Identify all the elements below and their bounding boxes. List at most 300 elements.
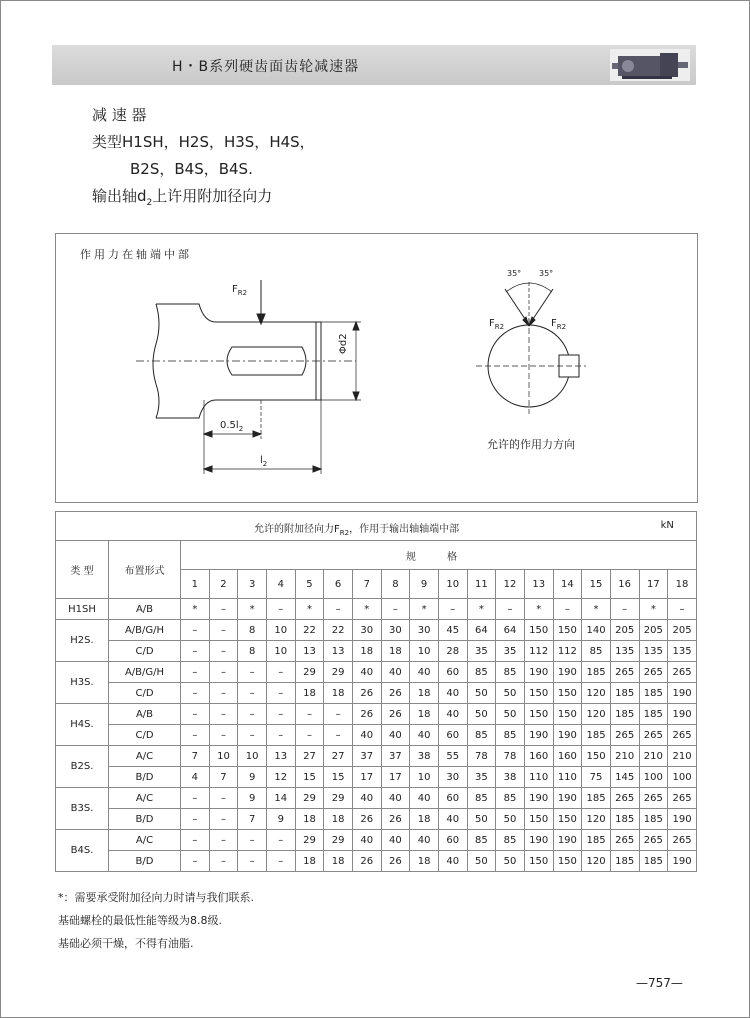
value-cell: 135 [610, 641, 639, 662]
value-cell: 150 [553, 683, 582, 704]
value-cell: 40 [352, 830, 381, 851]
value-cell: 75 [582, 767, 611, 788]
value-cell: 9 [266, 809, 295, 830]
table-row [56, 851, 697, 872]
value-cell: 50 [467, 851, 496, 872]
value-cell: 265 [639, 788, 668, 809]
value-cell: 50 [496, 851, 525, 872]
table-row [56, 599, 697, 620]
value-cell: 85 [496, 662, 525, 683]
value-cell: – [238, 662, 267, 683]
value-cell: 13 [324, 641, 353, 662]
value-cell: 37 [352, 746, 381, 767]
value-cell: 85 [467, 830, 496, 851]
value-cell: – [324, 704, 353, 725]
value-cell: 50 [467, 809, 496, 830]
value-cell: 120 [582, 683, 611, 704]
value-cell: 29 [324, 788, 353, 809]
value-cell: 18 [381, 641, 410, 662]
value-cell: 60 [438, 662, 467, 683]
value-cell: 205 [610, 620, 639, 641]
size-header-cell: 9 [410, 570, 439, 599]
arrangement-cell: C/D [109, 725, 181, 746]
value-cell: 110 [524, 767, 553, 788]
value-cell: * [410, 599, 439, 620]
value-cell: 85 [467, 788, 496, 809]
value-cell: 140 [582, 620, 611, 641]
value-cell: 185 [582, 662, 611, 683]
value-cell: 150 [524, 704, 553, 725]
value-cell: – [266, 662, 295, 683]
value-cell: 100 [639, 767, 668, 788]
force-table [55, 511, 697, 872]
arrangement-cell: A/C [109, 788, 181, 809]
table-row [56, 830, 697, 851]
value-cell: 26 [352, 704, 381, 725]
value-cell: 55 [438, 746, 467, 767]
value-cell: 26 [381, 683, 410, 704]
value-cell: 210 [610, 746, 639, 767]
value-cell: 40 [410, 788, 439, 809]
note-2: 基础螺栓的最低性能等级为8.8级. [58, 914, 222, 927]
value-cell: 40 [410, 662, 439, 683]
value-cell: 18 [324, 851, 353, 872]
value-cell: – [266, 683, 295, 704]
value-cell: 15 [295, 767, 324, 788]
value-cell: 10 [410, 641, 439, 662]
value-cell: – [238, 704, 267, 725]
value-cell: – [238, 683, 267, 704]
intro-line-2: 类型H1SH，H2S，H3S，H4S， [92, 133, 315, 151]
value-cell: 28 [438, 641, 467, 662]
value-cell: 22 [295, 620, 324, 641]
intro-line-4 [92, 183, 315, 217]
arrangement-cell: A/B/G/H [109, 620, 181, 641]
value-cell: – [295, 725, 324, 746]
value-cell: – [266, 725, 295, 746]
value-cell: 37 [381, 746, 410, 767]
value-cell: 265 [639, 725, 668, 746]
size-header-cell: 12 [496, 570, 525, 599]
value-cell: 64 [467, 620, 496, 641]
value-cell: – [181, 809, 210, 830]
value-cell: – [238, 725, 267, 746]
value-cell: 150 [524, 683, 553, 704]
value-cell: – [181, 830, 210, 851]
value-cell: 30 [381, 620, 410, 641]
value-cell: 265 [610, 725, 639, 746]
gearbox-thumbnail [610, 49, 690, 81]
value-cell: 85 [467, 662, 496, 683]
value-cell: 190 [668, 851, 697, 872]
value-cell: 10 [410, 767, 439, 788]
value-cell: 7 [209, 767, 238, 788]
intro-line-1: 减 速 器 [92, 106, 147, 124]
value-cell: 40 [410, 725, 439, 746]
value-cell: – [209, 641, 238, 662]
caption-row [56, 512, 697, 541]
value-cell: 64 [496, 620, 525, 641]
value-cell: 85 [467, 725, 496, 746]
value-cell: 10 [266, 620, 295, 641]
value-cell: – [209, 620, 238, 641]
value-cell: – [266, 851, 295, 872]
value-cell: 26 [352, 809, 381, 830]
size-header-cell: 17 [639, 570, 668, 599]
diagram-drawing [56, 234, 697, 502]
caption-sub: R2 [339, 529, 350, 537]
value-cell: 18 [324, 809, 353, 830]
value-cell: 40 [438, 683, 467, 704]
value-cell: 190 [553, 725, 582, 746]
value-cell: 185 [639, 851, 668, 872]
table-caption [254, 520, 459, 537]
value-cell: 26 [352, 851, 381, 872]
value-cell: 40 [352, 662, 381, 683]
value-cell: * [524, 599, 553, 620]
value-cell: – [181, 725, 210, 746]
value-cell: 150 [524, 809, 553, 830]
value-cell: 190 [553, 830, 582, 851]
value-cell: – [181, 620, 210, 641]
value-cell: 120 [582, 704, 611, 725]
arrangement-cell: A/B [109, 704, 181, 725]
value-cell: 205 [639, 620, 668, 641]
value-cell: * [352, 599, 381, 620]
value-cell: 18 [295, 809, 324, 830]
type-cell: H2S. [56, 620, 109, 662]
value-cell: 185 [582, 788, 611, 809]
arrangement-cell: A/B [109, 599, 181, 620]
value-cell: 210 [668, 746, 697, 767]
value-cell: 40 [381, 725, 410, 746]
value-cell: 38 [496, 767, 525, 788]
value-cell: 22 [324, 620, 353, 641]
value-cell: 265 [639, 830, 668, 851]
table-row [56, 620, 697, 641]
size-header-cell: 8 [381, 570, 410, 599]
value-cell: 78 [467, 746, 496, 767]
value-cell: 18 [410, 809, 439, 830]
value-cell: 150 [553, 809, 582, 830]
value-cell: 50 [496, 683, 525, 704]
value-cell: 190 [553, 788, 582, 809]
value-cell: 45 [438, 620, 467, 641]
value-cell: 10 [266, 641, 295, 662]
intro-line-4-sub: 2 [146, 198, 153, 208]
value-cell: 85 [582, 641, 611, 662]
fr2-left-sub: R2 [494, 323, 505, 331]
table-row [56, 767, 697, 788]
value-cell: – [181, 704, 210, 725]
value-cell: 150 [524, 851, 553, 872]
size-header-cell: 14 [553, 570, 582, 599]
value-cell: 185 [610, 704, 639, 725]
size-header-cell: 1 [181, 570, 210, 599]
full-length-sub: 2 [262, 460, 268, 468]
value-cell: 265 [610, 788, 639, 809]
value-cell: – [209, 599, 238, 620]
value-cell: 145 [610, 767, 639, 788]
value-cell: 265 [610, 830, 639, 851]
size-header-cell: 11 [467, 570, 496, 599]
value-cell: – [266, 599, 295, 620]
value-cell: 15 [324, 767, 353, 788]
value-cell: 40 [438, 809, 467, 830]
fr2-label-main [232, 284, 247, 297]
value-cell: 8 [238, 620, 267, 641]
value-cell: 7 [181, 746, 210, 767]
value-cell: 40 [381, 830, 410, 851]
value-cell: 135 [668, 641, 697, 662]
value-cell: 14 [266, 788, 295, 809]
diagram-heading: 作用力在轴端中部 [80, 248, 192, 261]
value-cell: 210 [639, 746, 668, 767]
value-cell: – [324, 599, 353, 620]
arrangement-cell: C/D [109, 683, 181, 704]
intro-line-4-post: 上许用附加径向力 [152, 187, 273, 205]
value-cell: * [639, 599, 668, 620]
size-header-cell: 4 [266, 570, 295, 599]
value-cell: 160 [524, 746, 553, 767]
value-cell: 35 [496, 641, 525, 662]
value-cell: 190 [668, 809, 697, 830]
value-cell: 78 [496, 746, 525, 767]
value-cell: – [209, 662, 238, 683]
arrangement-cell: B/D [109, 767, 181, 788]
value-cell: – [266, 830, 295, 851]
value-cell: 8 [238, 641, 267, 662]
value-cell: 9 [238, 788, 267, 809]
value-cell: 112 [524, 641, 553, 662]
value-cell: 265 [668, 788, 697, 809]
value-cell: 50 [496, 809, 525, 830]
value-cell: 60 [438, 788, 467, 809]
value-cell: – [324, 725, 353, 746]
intro-line-3: B2S，B4S，B4S. [130, 160, 253, 178]
value-cell: – [181, 662, 210, 683]
fr2-label-text: F [232, 284, 238, 295]
value-cell: * [582, 599, 611, 620]
value-cell: – [553, 599, 582, 620]
value-cell: 18 [324, 683, 353, 704]
value-cell: 18 [410, 704, 439, 725]
note-1: *：需要承受附加径向力时请与我们联系. [58, 891, 254, 904]
value-cell: 120 [582, 809, 611, 830]
value-cell: – [209, 830, 238, 851]
caption-pre: 允许的附加径向力F [254, 524, 340, 535]
type-cell: B4S. [56, 830, 109, 872]
value-cell: 190 [524, 662, 553, 683]
value-cell: 18 [352, 641, 381, 662]
value-cell: 160 [553, 746, 582, 767]
value-cell: – [181, 851, 210, 872]
half-length-label [220, 420, 243, 433]
value-cell: 13 [295, 641, 324, 662]
value-cell: – [295, 704, 324, 725]
value-cell: 185 [582, 830, 611, 851]
half-length-text: 0.5l [220, 420, 239, 431]
page-header [52, 45, 696, 85]
value-cell: – [209, 725, 238, 746]
value-cell: 185 [639, 704, 668, 725]
value-cell: 30 [410, 620, 439, 641]
force-table-wrapper [55, 511, 696, 872]
full-length-label [260, 455, 267, 468]
value-cell: 150 [553, 620, 582, 641]
arrangement-cell: A/B/G/H [109, 662, 181, 683]
size-header-cell: 18 [668, 570, 697, 599]
page-number: —757— [636, 976, 683, 990]
value-cell: 40 [438, 704, 467, 725]
type-cell: H4S. [56, 704, 109, 746]
value-cell: 205 [668, 620, 697, 641]
value-cell: 26 [381, 851, 410, 872]
value-cell: 185 [610, 809, 639, 830]
arrangement-cell: A/C [109, 830, 181, 851]
value-cell: – [209, 788, 238, 809]
fr2-left-text: F [489, 318, 495, 329]
value-cell: 190 [668, 704, 697, 725]
value-cell: – [610, 599, 639, 620]
value-cell: 110 [553, 767, 582, 788]
value-cell: 7 [238, 809, 267, 830]
value-cell: – [266, 704, 295, 725]
value-cell: 190 [524, 725, 553, 746]
value-cell: – [496, 599, 525, 620]
value-cell: 60 [438, 725, 467, 746]
value-cell: 4 [181, 767, 210, 788]
note-3: 基础必须干燥，不得有油脂. [58, 937, 194, 950]
intro-text [92, 102, 315, 217]
value-cell: 265 [668, 725, 697, 746]
value-cell: – [438, 599, 467, 620]
value-cell: 26 [381, 809, 410, 830]
value-cell: 50 [467, 683, 496, 704]
table-row [56, 746, 697, 767]
value-cell: 85 [496, 830, 525, 851]
value-cell: 190 [524, 830, 553, 851]
size-header-cell: 13 [524, 570, 553, 599]
value-cell: – [209, 683, 238, 704]
value-cell: 30 [352, 620, 381, 641]
table-row [56, 725, 697, 746]
value-cell: * [295, 599, 324, 620]
fr2-right-text: F [551, 318, 557, 329]
value-cell: 9 [238, 767, 267, 788]
type-cell: H1SH [56, 599, 109, 620]
value-cell: 185 [639, 809, 668, 830]
value-cell: * [238, 599, 267, 620]
value-cell: 85 [496, 788, 525, 809]
value-cell: – [668, 599, 697, 620]
value-cell: 29 [324, 830, 353, 851]
table-row [56, 641, 697, 662]
type-cell: B2S. [56, 746, 109, 788]
header-row-1 [56, 541, 697, 570]
arrangement-cell: B/D [109, 851, 181, 872]
arrangement-cell: B/D [109, 809, 181, 830]
direction-caption: 允许的作用力方向 [487, 438, 575, 451]
header-type: 类 型 [56, 541, 109, 599]
value-cell: 27 [295, 746, 324, 767]
value-cell: 120 [582, 851, 611, 872]
value-cell: 40 [438, 851, 467, 872]
value-cell: – [181, 683, 210, 704]
header-spec: 规 格 [181, 541, 697, 570]
value-cell: 27 [324, 746, 353, 767]
value-cell: 29 [295, 662, 324, 683]
table-row [56, 683, 697, 704]
value-cell: 29 [324, 662, 353, 683]
value-cell: 18 [295, 683, 324, 704]
fr2-right-label [551, 318, 566, 331]
value-cell: 100 [668, 767, 697, 788]
value-cell: 18 [410, 851, 439, 872]
value-cell: 38 [410, 746, 439, 767]
value-cell: 185 [582, 725, 611, 746]
table-unit: kN [660, 520, 674, 531]
value-cell: – [181, 641, 210, 662]
header-arrangement: 布置形式 [109, 541, 181, 599]
phi-d2-label: Φd2 [338, 333, 349, 354]
value-cell: – [181, 788, 210, 809]
intro-line-4-pre: 输出轴d [92, 187, 147, 205]
value-cell: 50 [496, 704, 525, 725]
value-cell: – [238, 851, 267, 872]
value-cell: 35 [467, 767, 496, 788]
value-cell: 18 [295, 851, 324, 872]
value-cell: 40 [410, 830, 439, 851]
value-cell: 185 [639, 683, 668, 704]
value-cell: 26 [381, 704, 410, 725]
size-header-cell: 5 [295, 570, 324, 599]
value-cell: 12 [266, 767, 295, 788]
value-cell: 29 [295, 788, 324, 809]
value-cell: 190 [553, 662, 582, 683]
table-row [56, 809, 697, 830]
fr2-label-sub: R2 [237, 289, 248, 297]
half-length-sub: 2 [238, 425, 244, 433]
fr2-left-label [489, 318, 504, 331]
value-cell: 60 [438, 830, 467, 851]
value-cell: 150 [553, 704, 582, 725]
value-cell: 40 [381, 662, 410, 683]
caption-post: ，作用于输出轴轴端中部 [349, 524, 460, 535]
header-title: H・B系列硬齿面齿轮减速器 [172, 59, 360, 75]
value-cell: 190 [668, 683, 697, 704]
size-header-cell: 16 [610, 570, 639, 599]
type-cell: B3S. [56, 788, 109, 830]
value-cell: 17 [352, 767, 381, 788]
table-row [56, 662, 697, 683]
force-diagram [55, 233, 698, 503]
value-cell: 40 [352, 725, 381, 746]
value-cell: 17 [381, 767, 410, 788]
value-cell: 150 [553, 851, 582, 872]
value-cell: 190 [524, 788, 553, 809]
value-cell: 85 [496, 725, 525, 746]
value-cell: 112 [553, 641, 582, 662]
value-cell: 185 [610, 683, 639, 704]
value-cell: 13 [266, 746, 295, 767]
value-cell: – [238, 830, 267, 851]
full-length-text: l [260, 455, 263, 466]
value-cell: – [209, 851, 238, 872]
angle-right-label: 35° [539, 269, 554, 278]
size-header-cell: 7 [352, 570, 381, 599]
fr2-right-sub: R2 [556, 323, 567, 331]
